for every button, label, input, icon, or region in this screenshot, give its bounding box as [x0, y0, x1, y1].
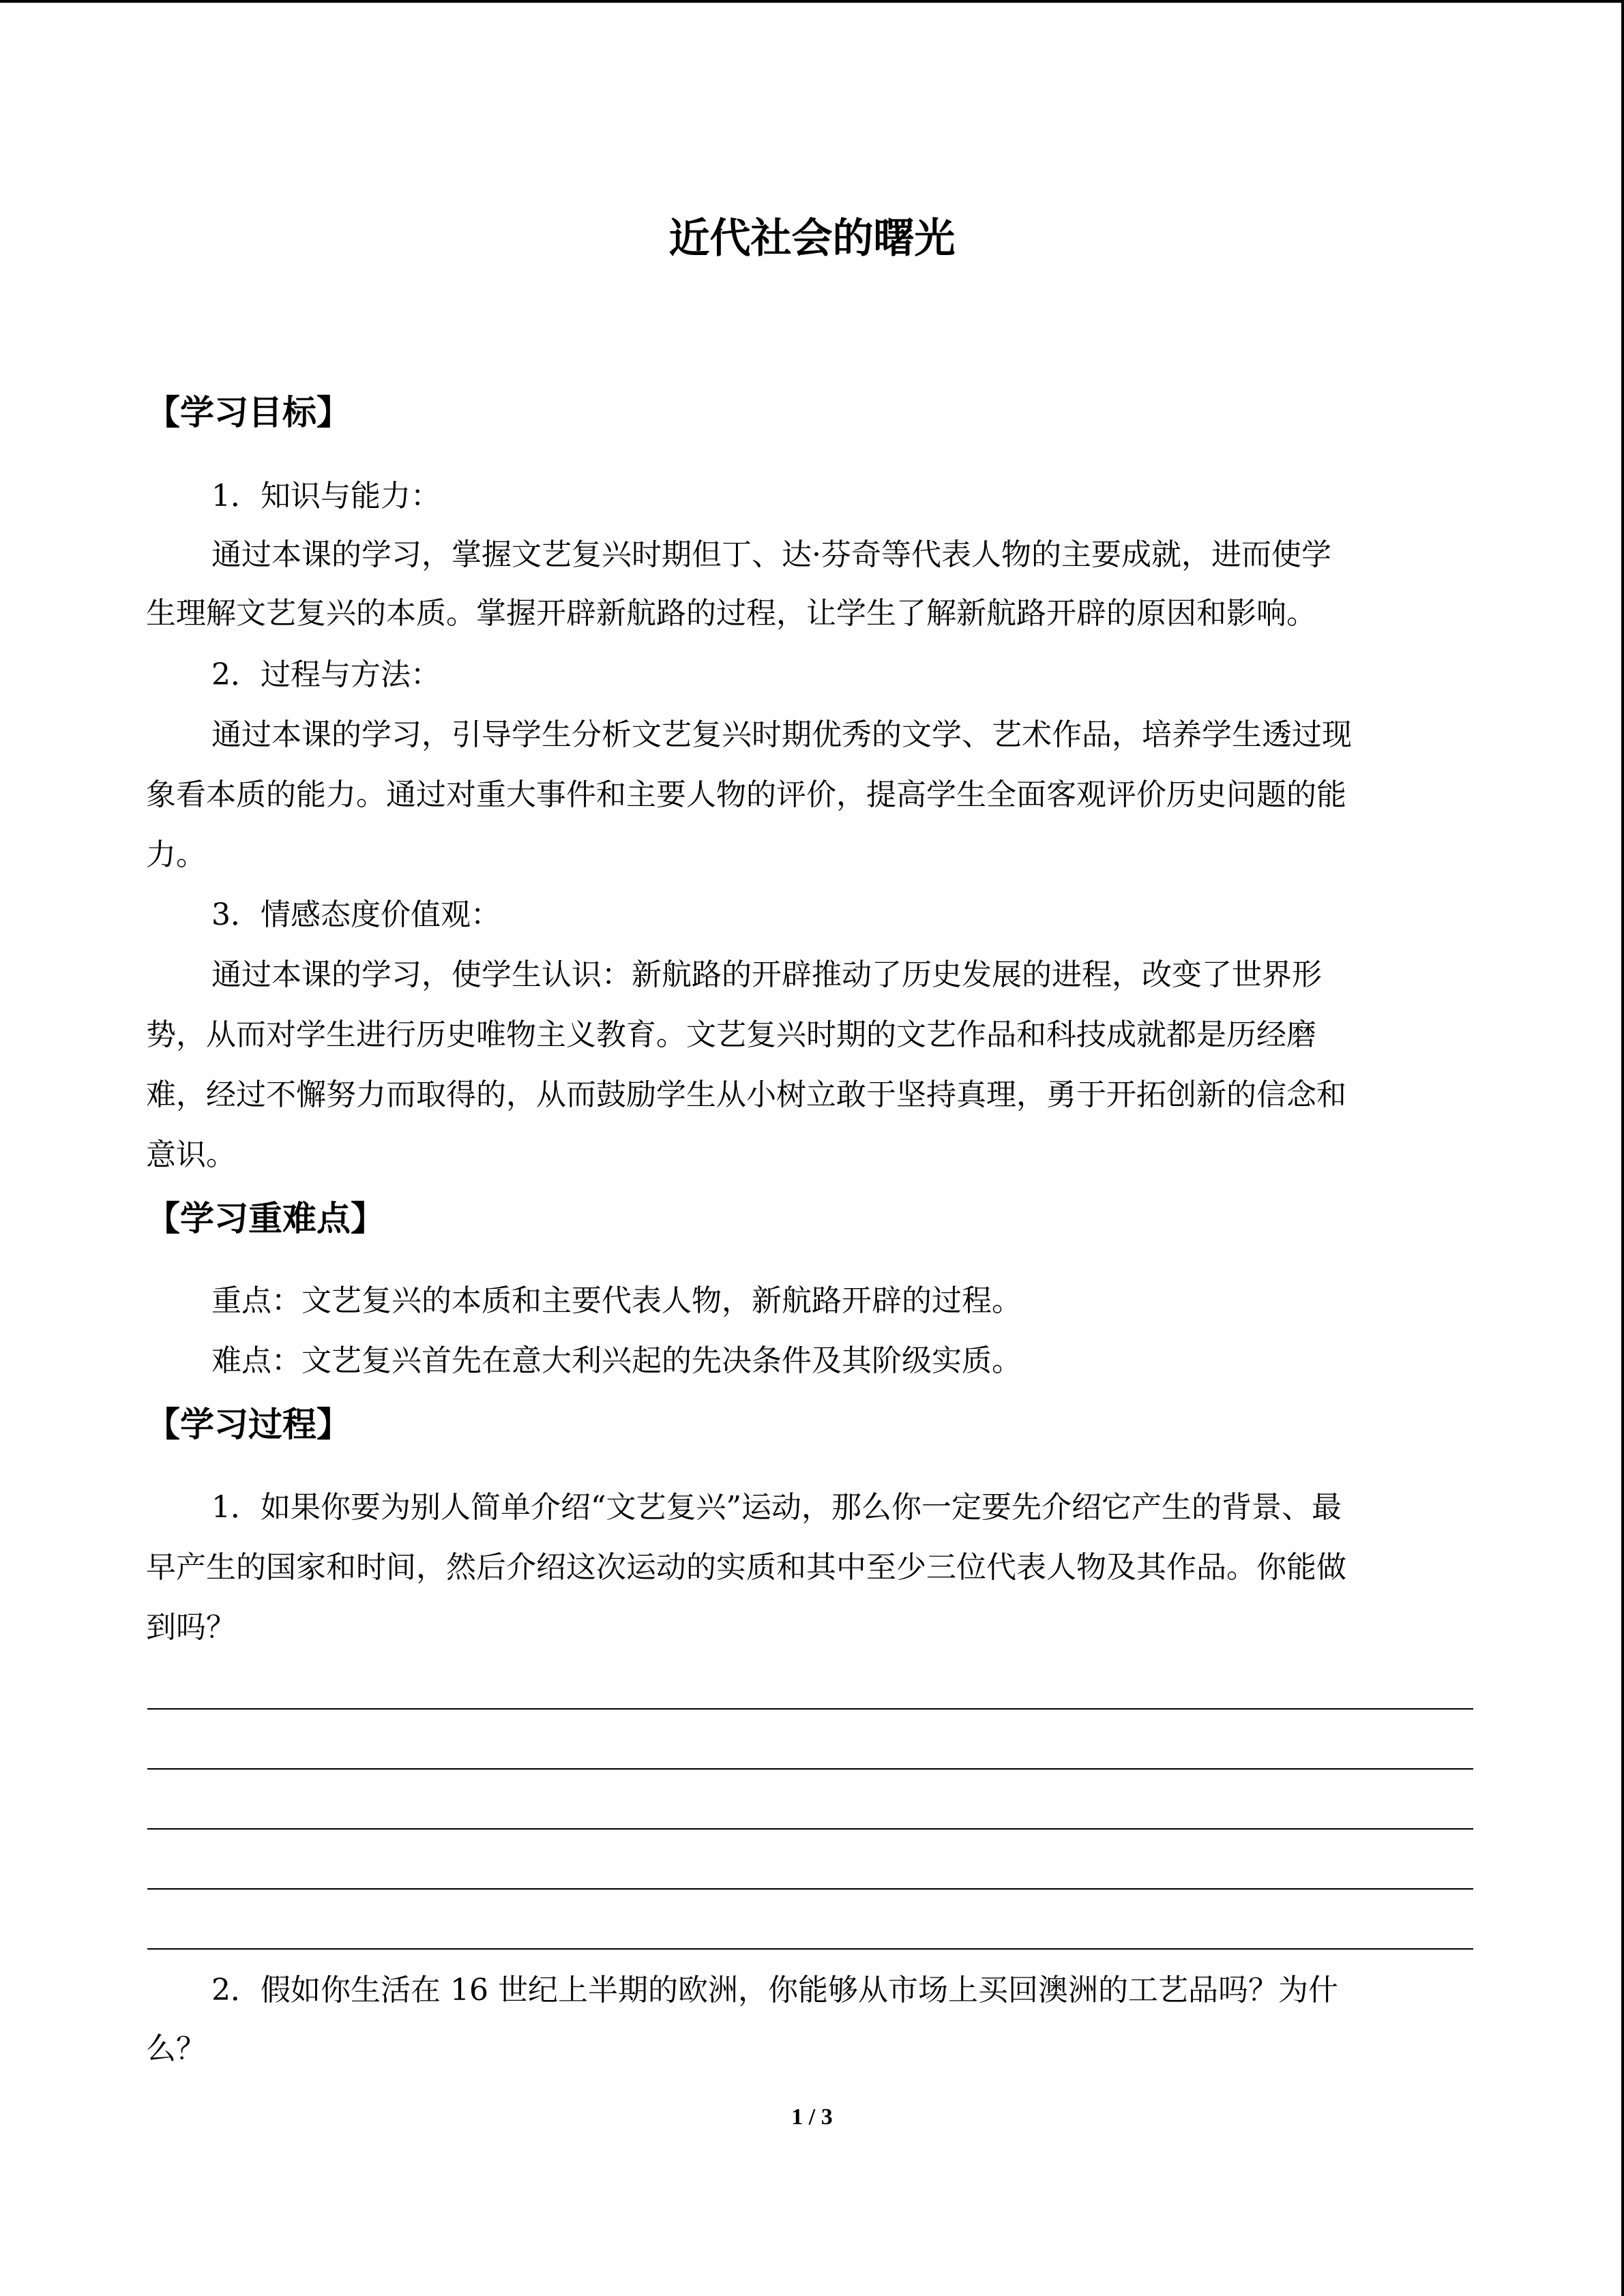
key-point-focus: 重点：文艺复兴的本质和主要代表人物，新航路开辟的过程。: [211, 1283, 1022, 1318]
question-1-line: 早产生的国家和时间，然后介绍这次运动的实质和其中至少三位代表人物及其作品。你能做: [146, 1550, 1346, 1585]
objective-2-label: 2．过程与方法：: [211, 657, 441, 692]
page-border-top: [0, 0, 1624, 3]
objective-1-line: 通过本课的学习，掌握文艺复兴时期但丁、达·芬奇等代表人物的主要成就，进而使学: [211, 537, 1331, 572]
objective-3-label: 3．情感态度价值观：: [211, 897, 501, 932]
answer-line[interactable]: [147, 1708, 1473, 1710]
heading-process: 【学习过程】: [146, 1405, 351, 1444]
heading-objectives: 【学习目标】: [146, 393, 351, 432]
page-title: 近代社会的曙光: [668, 215, 956, 263]
heading-key-points: 【学习重难点】: [146, 1199, 385, 1238]
objective-3-line: 势，从而对学生进行历史唯物主义教育。文艺复兴时期的文艺作品和科技成就都是历经磨: [146, 1017, 1316, 1052]
answer-line[interactable]: [147, 1768, 1473, 1770]
objective-1-label: 1．知识与能力：: [211, 479, 441, 513]
objective-1-line: 生理解文艺复兴的本质。掌握开辟新航路的过程，让学生了解新航路开辟的原因和影响。: [146, 596, 1316, 631]
page-number: 1 / 3: [791, 2104, 833, 2130]
answer-line[interactable]: [147, 1828, 1473, 1830]
objective-3-line: 难，经过不懈努力而取得的，从而鼓励学生从小树立敢于坚持真理，勇于开拓创新的信念和: [146, 1077, 1346, 1112]
question-2-line: 2．假如你生活在 16 世纪上半期的欧洲，你能够从市场上买回澳洲的工艺品吗？为什: [211, 1973, 1338, 2008]
answer-line[interactable]: [147, 1888, 1473, 1890]
answer-line[interactable]: [147, 1948, 1473, 1950]
objective-2-line: 力。: [146, 837, 206, 872]
question-1-line: 到吗？: [146, 1610, 236, 1645]
key-point-difficulty: 难点：文艺复兴首先在意大利兴起的先决条件及其阶级实质。: [211, 1343, 1022, 1378]
page-border-right: [1621, 0, 1624, 2296]
question-2-line: 么？: [146, 2031, 206, 2066]
question-1-line: 1．如果你要为别人简单介绍“文艺复兴”运动，那么你一定要先介绍它产生的背景、最: [211, 1490, 1342, 1525]
objective-3-line: 通过本课的学习，使学生认识：新航路的开辟推动了历史发展的进程，改变了世界形: [211, 957, 1322, 992]
objective-3-line: 意识。: [146, 1137, 236, 1172]
objective-2-line: 通过本课的学习，引导学生分析文艺复兴时期优秀的文学、艺术作品，培养学生透过现: [211, 717, 1352, 752]
objective-2-line: 象看本质的能力。通过对重大事件和主要人物的评价，提高学生全面客观评价历史问题的能: [146, 777, 1346, 812]
